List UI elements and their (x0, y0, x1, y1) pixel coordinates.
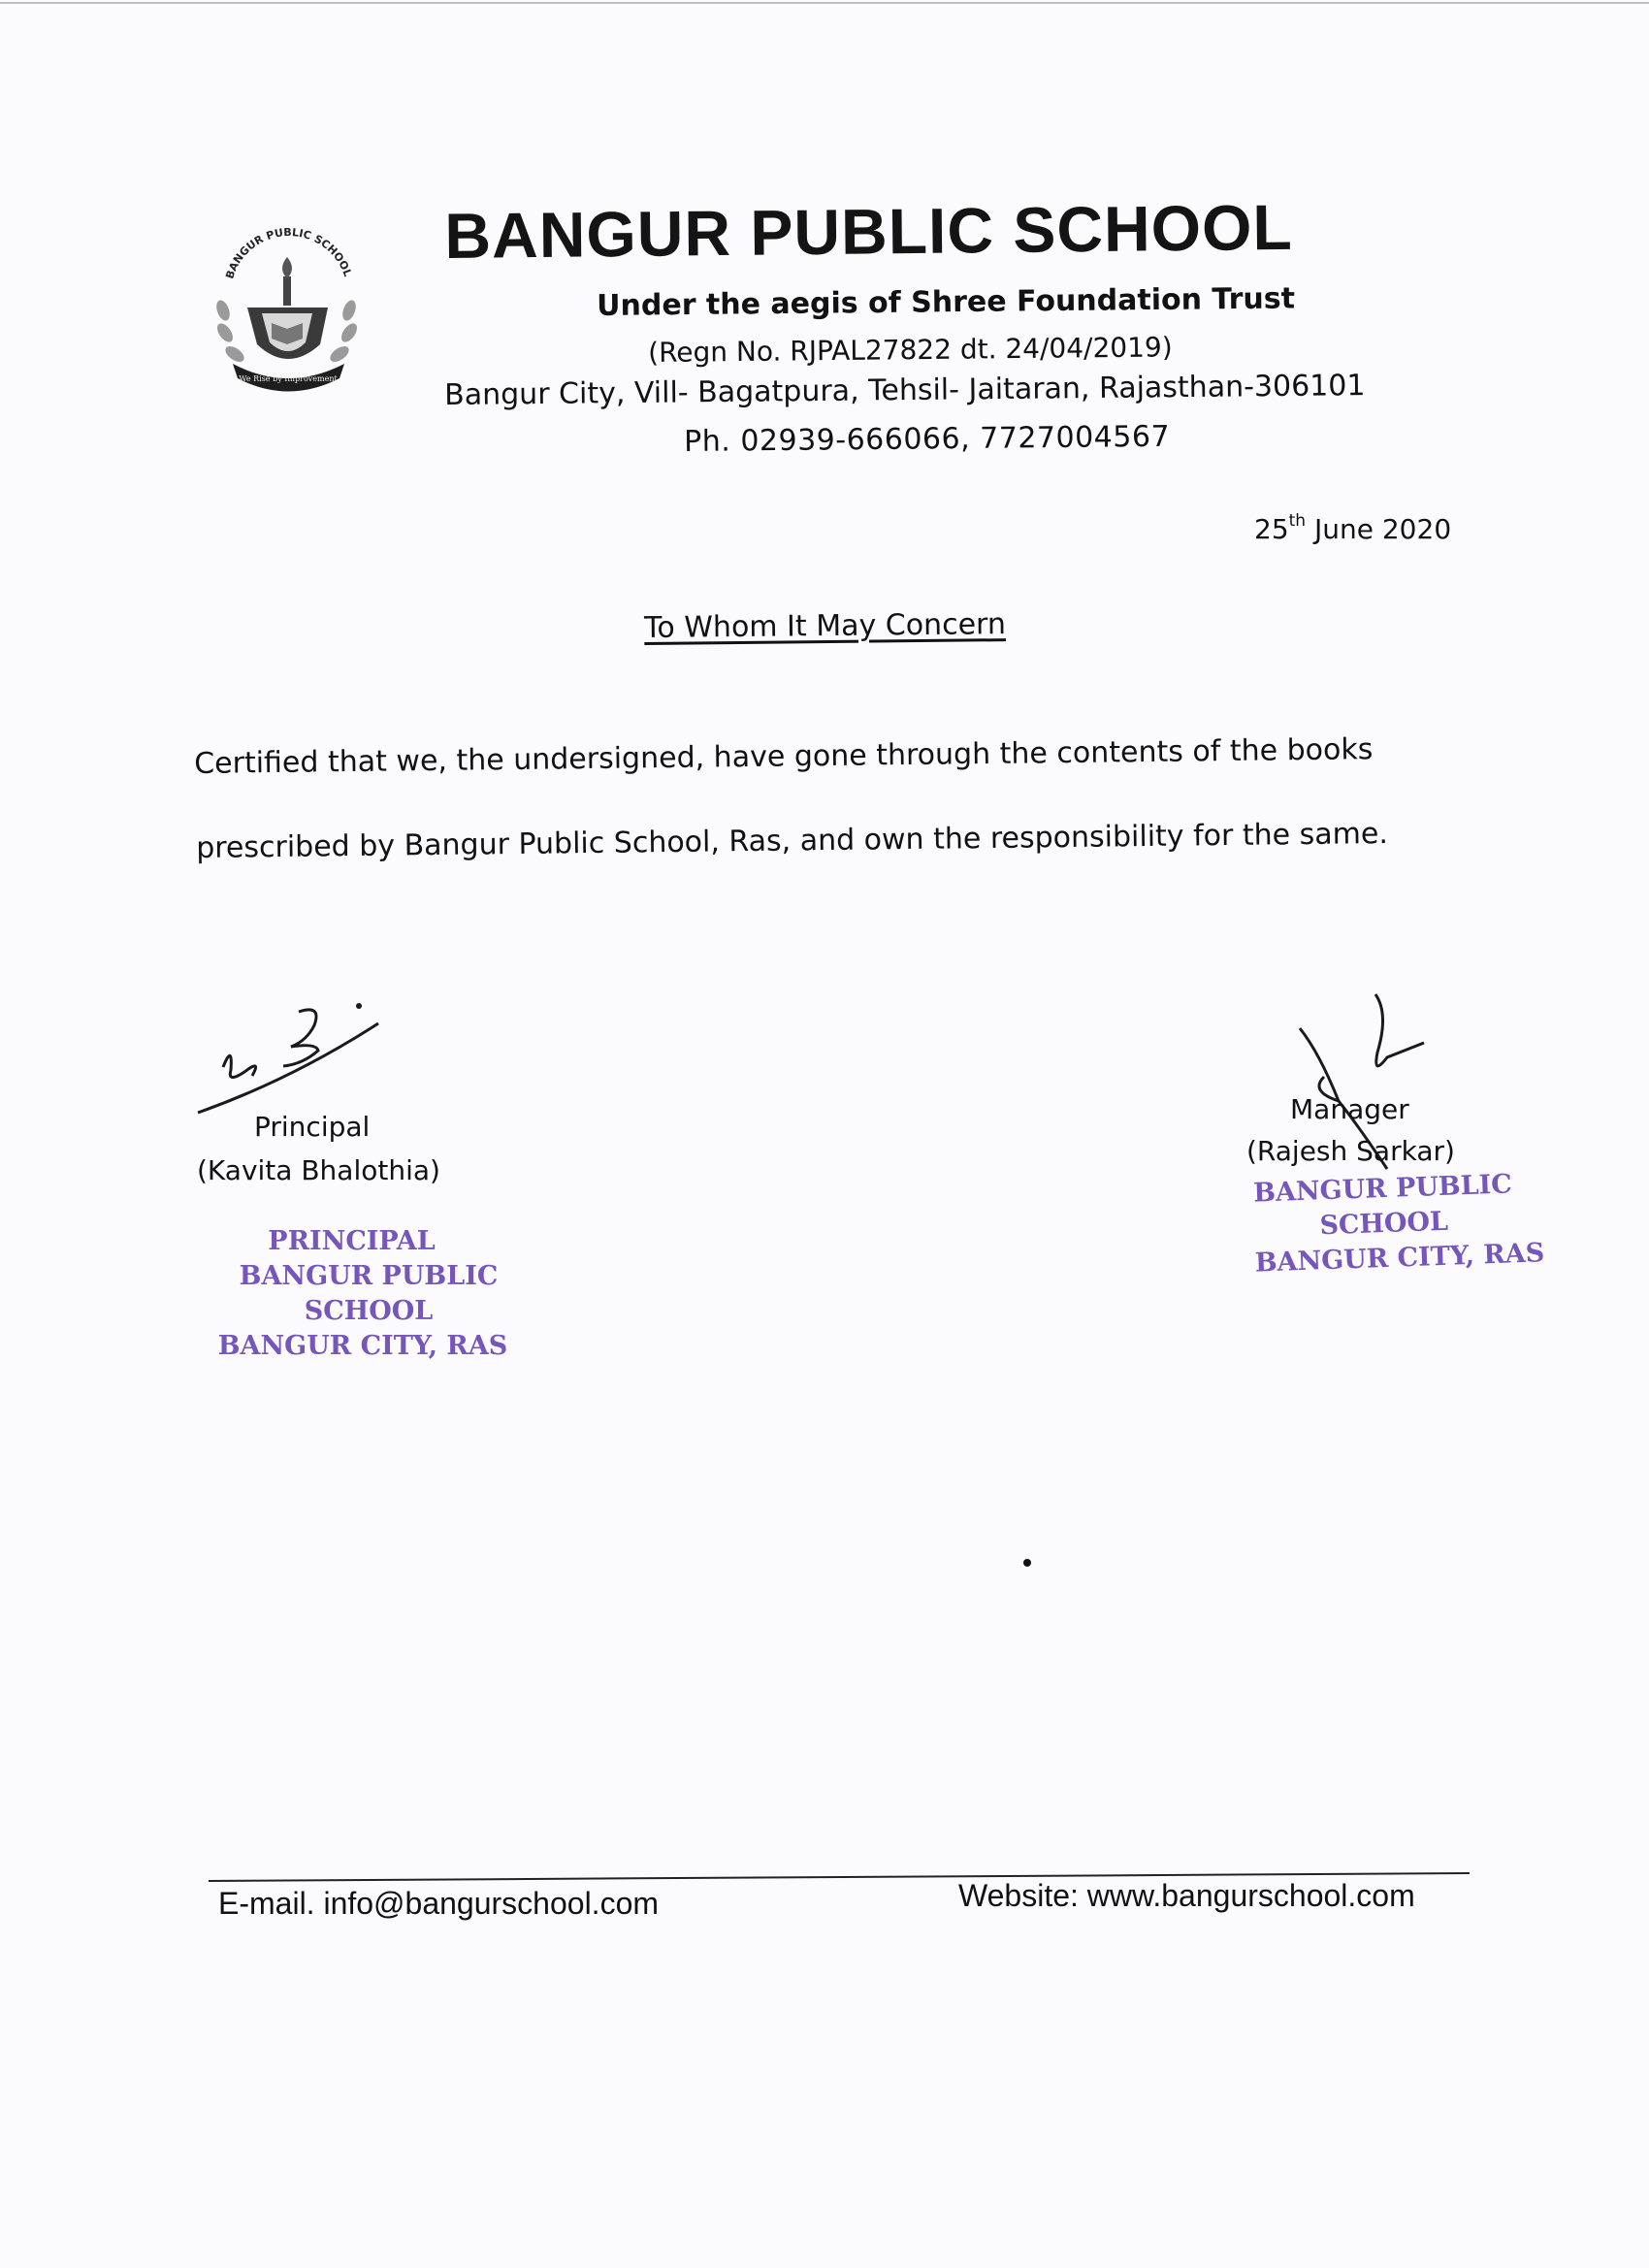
manager-title: Manager (1290, 1093, 1409, 1125)
principal-name: (Kavita Bhalothia) (197, 1154, 440, 1186)
registration-number: (Regn No. RJPAL27822 dt. 24/04/2019) (648, 331, 1173, 369)
footer-website: Website: www.bangurschool.com (958, 1878, 1415, 1913)
school-address: Bangur City, Vill- Bagatpura, Tehsil- Jaitaran, Rajasthan-306101 (444, 369, 1366, 412)
body-text-line: Certified that we, the undersigned, have gone through the contents of the books (194, 732, 1374, 781)
principal-title: Principal (254, 1111, 371, 1143)
manager-name: (Rajesh Sarkar) (1246, 1135, 1455, 1167)
letter-heading: To Whom It May Concern (644, 607, 1007, 645)
principal-stamp: PRINCIPAL BANGUR PUBLIC SCHOOL BANGUR CITY, RAS (217, 1226, 508, 1361)
svg-text:BANGUR PUBLIC SCHOOL: BANGUR PUBLIC SCHOOL (223, 225, 355, 281)
trust-affiliation: Under the aegis of Shree Foundation Trust (597, 281, 1296, 323)
principal-signature (194, 975, 388, 1120)
manager-stamp: BANGUR PUBLIC SCHOOL BANGUR CITY, RAS (1252, 1169, 1545, 1279)
scan-top-edge (0, 2, 1649, 4)
school-name: BANGUR PUBLIC SCHOOL (444, 190, 1294, 272)
ink-speck (1023, 1559, 1031, 1567)
body-text-line: prescribed by Bangur Public School, Ras, and own the responsibility for the same. (196, 816, 1389, 865)
letter-date: 25th June 2020 (1254, 511, 1452, 545)
school-phone: Ph. 02939-666066, 7727004567 (684, 419, 1171, 459)
footer-email: E-mail. info@bangurschool.com (218, 1886, 660, 1921)
svg-text:We Rise by Improvement: We Rise by Improvement (239, 374, 338, 383)
school-crest-icon (204, 218, 373, 403)
